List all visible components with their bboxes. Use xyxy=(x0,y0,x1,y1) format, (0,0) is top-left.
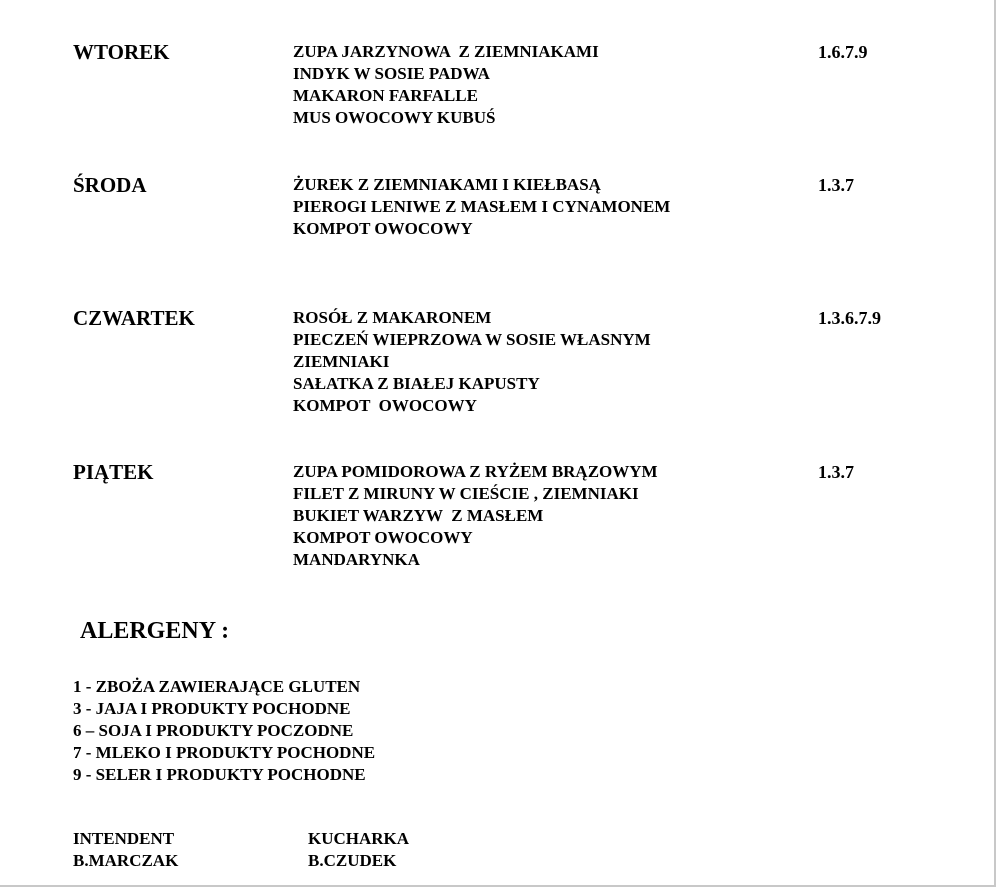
allergens-list xyxy=(73,676,375,786)
meal-item: BUKIET WARZYW Z MASŁEM xyxy=(293,506,544,525)
meal-item: KOMPOT OWOCOWY xyxy=(293,528,473,547)
meal-item: PIEROGI LENIWE Z MASŁEM I CYNAMONEM xyxy=(293,197,671,216)
meal-list xyxy=(293,174,670,240)
signature-name: B.MARCZAK xyxy=(73,851,179,870)
meal-list xyxy=(293,307,651,417)
meal-item: FILET Z MIRUNY W CIEŚCIE , ZIEMNIAKI xyxy=(293,484,639,503)
allergens-heading: ALERGENY : xyxy=(80,618,230,644)
meal-item: MANDARYNKA xyxy=(293,550,420,569)
signature-intendent xyxy=(73,828,178,872)
meal-item: KOMPOT OWOCOWY xyxy=(293,219,473,238)
signature-name: B.CZUDEK xyxy=(308,851,397,870)
allergen-item: 6 – SOJA I PRODUKTY POCZODNE xyxy=(73,721,354,740)
day-name: CZWARTEK xyxy=(73,306,195,330)
allergen-codes: 1.3.7 xyxy=(818,175,854,195)
allergen-codes: 1.6.7.9 xyxy=(818,42,868,62)
meal-item: KOMPOT OWOCOWY xyxy=(293,396,477,415)
allergen-item: 1 - ZBOŻA ZAWIERAJĄCE GLUTEN xyxy=(73,677,361,696)
meal-item: ZIEMNIAKI xyxy=(293,352,390,371)
meal-item: ROSÓŁ Z MAKARONEM xyxy=(293,308,492,327)
meal-item: SAŁATKA Z BIAŁEJ KAPUSTY xyxy=(293,374,540,393)
day-name: WTOREK xyxy=(73,40,170,64)
meal-item: MUS OWOCOWY KUBUŚ xyxy=(293,108,496,127)
signature-kucharka xyxy=(308,828,409,872)
allergen-item: 9 - SELER I PRODUKTY POCHODNE xyxy=(73,765,366,784)
signature-role: INTENDENT xyxy=(73,829,175,848)
meal-list xyxy=(293,461,658,571)
meal-list xyxy=(293,41,599,129)
allergen-codes: 1.3.6.7.9 xyxy=(818,308,881,328)
meal-item: INDYK W SOSIE PADWA xyxy=(293,64,490,83)
day-name: ŚRODA xyxy=(73,173,147,197)
meal-item: ZUPA JARZYNOWA Z ZIEMNIAKAMI xyxy=(293,42,599,61)
meal-item: ŻUREK Z ZIEMNIAKAMI I KIEŁBASĄ xyxy=(293,175,601,194)
signature-role: KUCHARKA xyxy=(308,829,410,848)
meal-item: MAKARON FARFALLE xyxy=(293,86,478,105)
allergen-codes: 1.3.7 xyxy=(818,462,854,482)
meal-item: PIECZEŃ WIEPRZOWA W SOSIE WŁASNYM xyxy=(293,330,651,349)
allergen-item: 7 - MLEKO I PRODUKTY POCHODNE xyxy=(73,743,376,762)
allergen-item: 3 - JAJA I PRODUKTY POCHODNE xyxy=(73,699,351,718)
day-name: PIĄTEK xyxy=(73,460,154,484)
meal-item: ZUPA POMIDOROWA Z RYŻEM BRĄZOWYM xyxy=(293,462,658,481)
